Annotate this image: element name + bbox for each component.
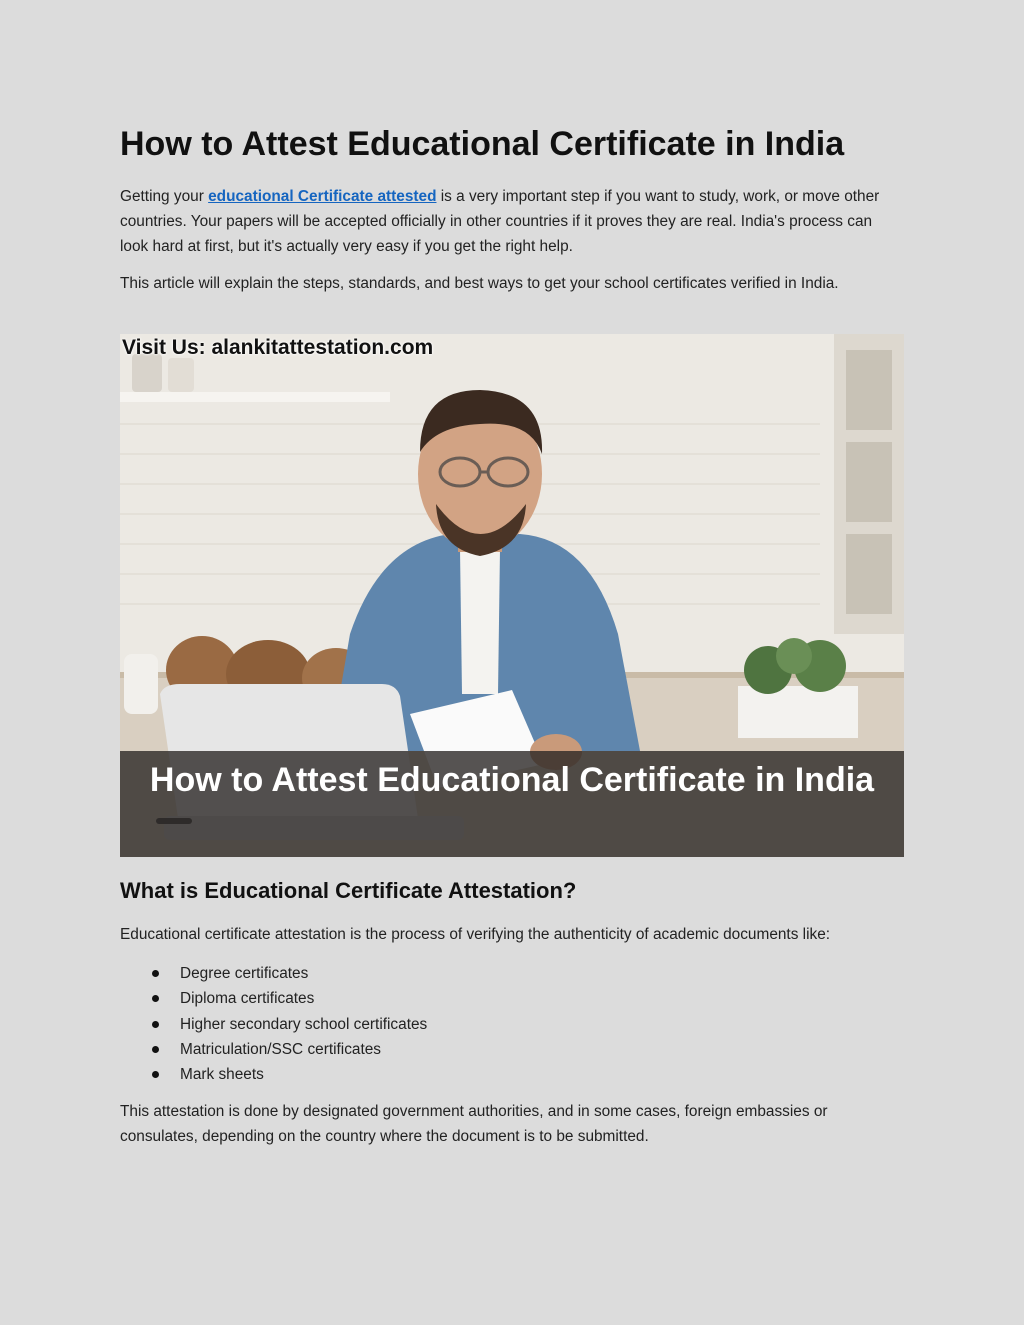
intro-before-link: Getting your [120, 188, 209, 205]
section-heading: What is Educational Certificate Attestation? [120, 878, 577, 903]
certificate-list [120, 961, 904, 1087]
intro-paragraph-2: This article will explain the steps, standards, and best ways to get your school certificates verified in India. [120, 275, 839, 292]
bullet-icon [152, 1046, 159, 1053]
list-item [120, 986, 904, 1011]
list-item [120, 961, 904, 986]
list-item [120, 1012, 904, 1037]
intro-after-link: is a very important step if you want to study, work, or move other countries. Your papers will be accepted officially in other countries if it proves they are real. India's process can look hard at first, but it's actually very easy if you get the right help. [120, 188, 880, 255]
hero-banner-title: How to Attest Educational Certificate in India [149, 761, 875, 799]
list-item [120, 1037, 904, 1062]
hero-image [120, 334, 904, 857]
list-item-label: Degree certificates [180, 965, 309, 982]
bullet-icon [152, 1071, 159, 1078]
section-paragraph: Educational certificate attestation is the process of verifying the authenticity of academic documents like: [120, 926, 831, 943]
list-item-label: Mark sheets [180, 1066, 264, 1084]
article-intro [120, 122, 904, 296]
bullet-icon [152, 1021, 159, 1028]
visit-us-text: Visit Us: alankitattestation.com [122, 336, 434, 359]
list-item-label: Matriculation/SSC certificates [180, 1040, 382, 1058]
bullet-icon [152, 970, 159, 977]
closing-paragraph: This attestation is done by designated government authorities, and in some cases, foreign embassies or consulates, depending on the country where the document is to be submitted. [120, 1103, 828, 1146]
bullet-icon [152, 995, 159, 1002]
section-body [120, 922, 904, 1149]
intro-paragraph [120, 184, 904, 259]
list-item [120, 1062, 904, 1087]
page-title: How to Attest Educational Certificate in India [120, 125, 845, 163]
educational-certificate-link[interactable]: educational Certificate attested [208, 188, 437, 205]
list-item-label: Diploma certificates [180, 990, 315, 1008]
list-item-label: Higher secondary school certificates [180, 1015, 428, 1033]
